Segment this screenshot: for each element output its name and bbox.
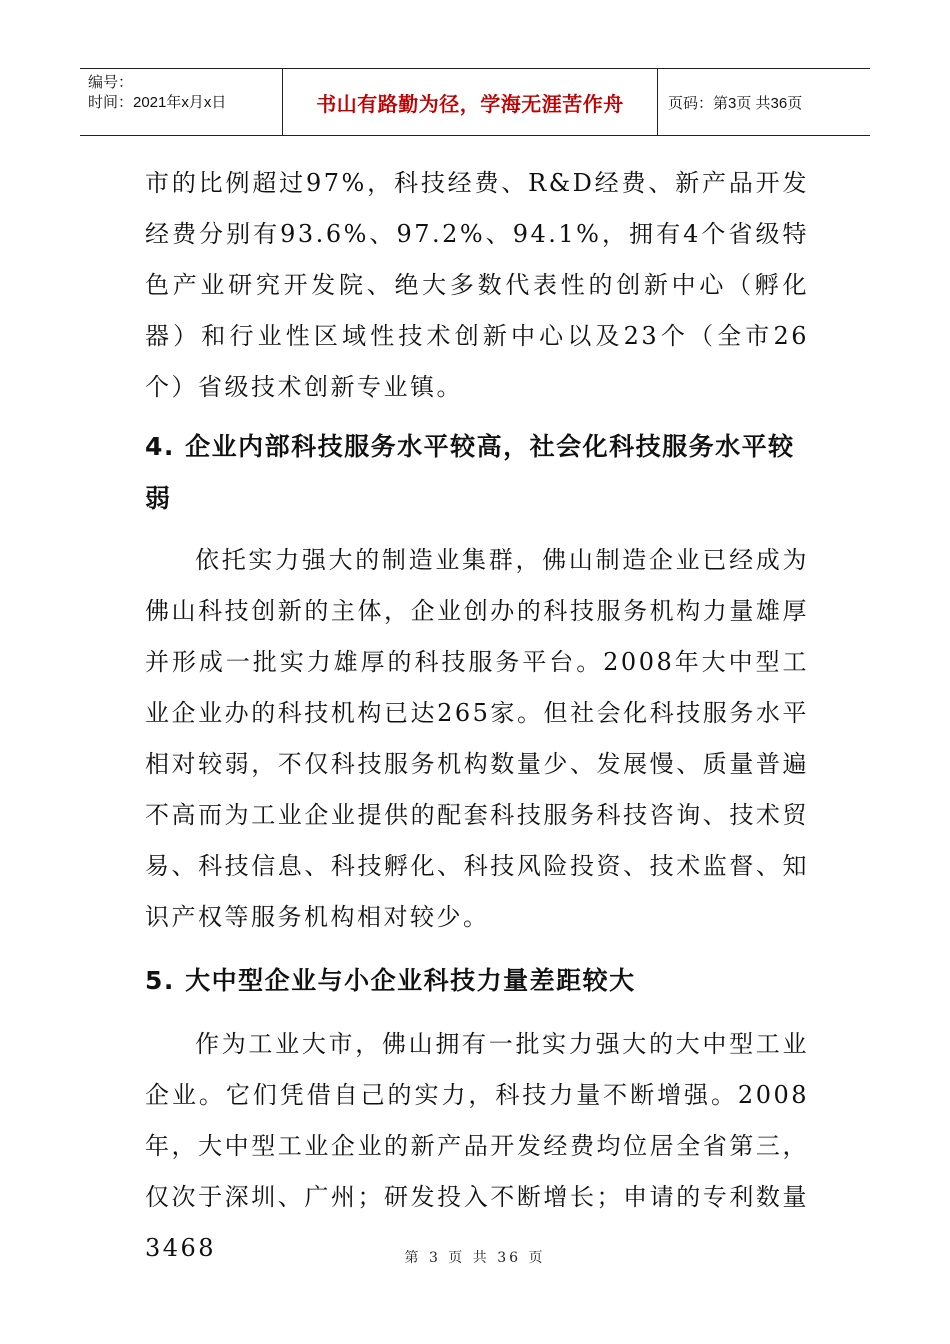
document-number-label: 编号： [88,74,134,91]
document-time-label: 时间：2021年x月x日 [88,94,227,111]
header-motto: 书山有路勤为径，学海无涯苦作舟 [283,69,658,135]
body-paragraph-1: 市的比例超过97%，科技经费、R&D经费、新产品开发经费分别有93.6%、97.2%、94.1%，拥有4个省级特色产业研究开发院、绝大多数代表性的创新中心（孵化器）和行业性区域性技术创新中心以及23个（全市26个）省级技术创新专业镇。 [145,169,809,401]
section-heading-4: 4. 企业内部科技服务水平较高，社会化科技服务水平较弱 [145,432,795,513]
section-heading-5: 5. 大中型企业与小企业科技力量差距较大 [145,966,636,995]
header-meta-cell [80,69,283,135]
header-page-info: 页码：第3页 共36页 [668,94,803,112]
document-body [145,158,809,1274]
body-paragraph-2: 依托实力强大的制造业集群，佛山制造企业已经成为佛山科技创新的主体，企业创办的科技服务机构力量雄厚并形成一批实力雄厚的科技服务平台。2008年大中型工业企业办的科技机构已达265家。但社会化科技服务水平相对较弱，不仅科技服务机构数量少、发展慢、质量普遍不高而为工业企业提供的配套科技服务科技咨询、技术贸易、科技信息、科技孵化、科技风险投资、技术监督、知识产权等服务机构相对较少。 [145,546,809,931]
document-header [80,68,870,136]
page-footer: 第 3 页 共 36 页 [404,1250,546,1266]
body-paragraph-3: 作为工业大市，佛山拥有一批实力强大的大中型工业企业。它们凭借自己的实力，科技力量不断增强。2008年，大中型工业企业的新产品开发经费均位居全省第三，仅次于深圳、广州；研发投入不断增长；申请的专利数量3468 [145,1030,809,1262]
